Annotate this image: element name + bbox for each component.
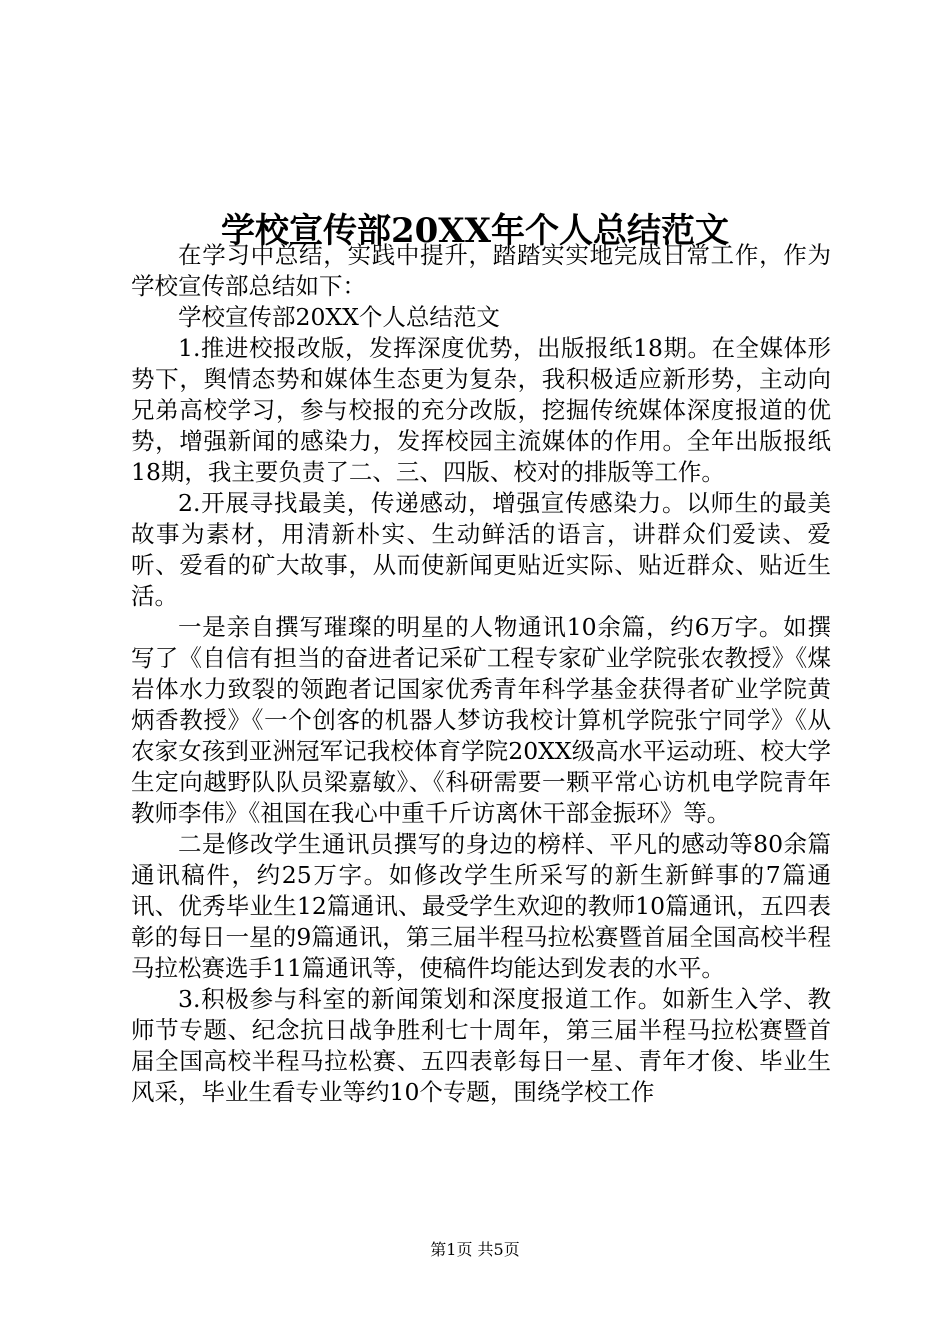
page-footer: 第1页 共5页 — [430, 1240, 520, 1259]
paragraph-item-2: 2.开展寻找最美，传递感动，增强宣传感染力。以师生的最美故事为素材，用清新朴实、生动鲜活的语言，讲群众们爱读、爱听、爱看的矿大故事，从而使新闻更贴近实际、贴近群众、贴近生活。 — [131, 489, 831, 610]
paragraph-item-1: 1.推进校报改版，发挥深度优势，出版报纸18期。在全媒体形势下，舆情态势和媒体生态更为复杂，我积极适应新形势，主动向兄弟高校学习，参与校报的充分改版，挖掘传统媒体深度报道的优势，增强新闻的感染力，发挥校园主流媒体的作用。全年出版报纸18期，我主要负责了二、三、四版、校对的排版等工作。 — [131, 334, 831, 486]
paragraph-intro: 在学习中总结，实践中提升，踏踏实实地完成日常工作，作为学校宣传部总结如下： — [131, 241, 831, 300]
paragraph-subtitle: 学校宣传部20XX个人总结范文 — [178, 303, 500, 331]
document-body — [131, 240, 831, 1108]
paragraph-point-one: 一是亲自撰写璀璨的明星的人物通讯10余篇，约6万字。如撰写了《自信有担当的奋进者记采矿工程专家矿业学院张农教授》《煤岩体水力致裂的领跑者记国家优秀青年科学基金获得者矿业学院黄炳香教授》《一个创客的机器人梦访我校计算机学院张宁同学》《从农家女孩到亚洲冠军记我校体育学院20XX级高水平运动班、校大学生定向越野队队员梁嘉敏》、《科研需要一颗平常心访机电学院青年教师李伟》《祖国在我心中重千斤访离休干部金振环》等。 — [131, 613, 831, 827]
paragraph-item-3: 3.积极参与科室的新闻策划和深度报道工作。如新生入学、教师节专题、纪念抗日战争胜利七十周年，第三届半程马拉松赛暨首届全国高校半程马拉松赛、五四表彰每日一星、青年才俊、毕业生风采，毕业生看专业等约10个专题，围绕学校工作 — [131, 985, 831, 1106]
paragraph-point-two: 二是修改学生通讯员撰写的身边的榜样、平凡的感动等80余篇通讯稿件，约25万字。如修改学生所采写的新生新鲜事的7篇通讯、优秀毕业生12篇通讯、最受学生欢迎的教师10篇通讯，五四表彰的每日一星的9篇通讯，第三届半程马拉松赛暨首届全国高校半程马拉松赛选手11篇通讯等，使稿件均能达到发表的水平。 — [131, 830, 831, 982]
document-title: 学校宣传部20XX年个人总结范文 — [220, 210, 730, 251]
